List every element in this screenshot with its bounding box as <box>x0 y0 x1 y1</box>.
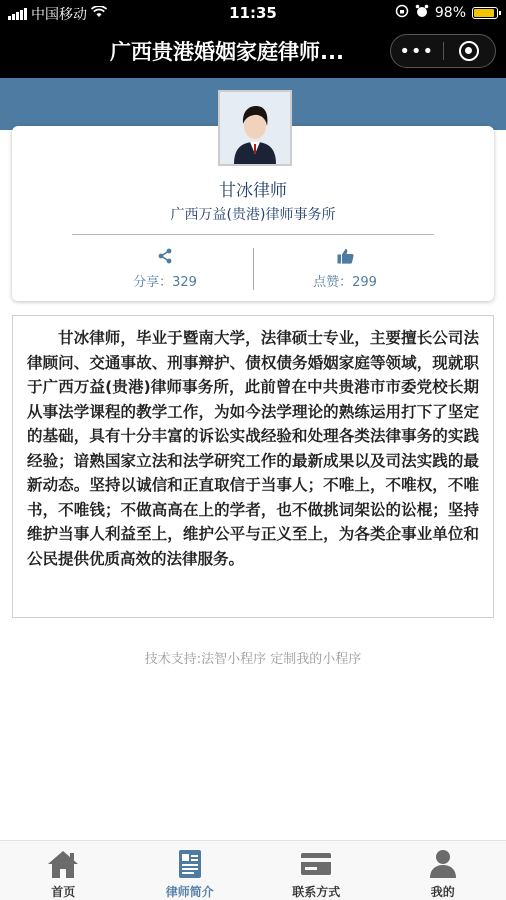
lawyer-name: 甘冰律师 <box>219 181 287 201</box>
share-icon <box>85 248 245 266</box>
carrier-label: 中国移动 <box>31 7 87 23</box>
profile-divider <box>72 234 434 235</box>
tab-home-label: 首页 <box>51 885 76 899</box>
rotation-lock-icon <box>395 4 409 22</box>
bio-text: 甘冰律师，毕业于暨南大学，法律硕士专业，主要擅长公司法律顾问、交通事故、刑事辩护、债权债务婚姻家庭等领域，现就职于广西万益(贵港)律师事务所，此前曾在中共贵港市市委党校长期从事法学课程的教学工作，为如今法学理论的熟练运用打下了坚定的基础，具有十分丰富的诉讼实战经验和处理各类法律事务的实践经验；谙熟国家立法和法学研究工作的最新成果以及司法实践的最新动态。坚持以诚信和正直取信于当事人；不唯上，不唯权，不唯书，不唯钱；不做高高在上的学者，也不做挑词架讼的讼棍；坚持维护当事人利益至上，维护公平与正义至上，为各类企事业单位和公民提供优质高效的法律服务。 <box>27 329 479 568</box>
profile-doc-icon <box>177 849 203 879</box>
home-icon <box>46 849 80 879</box>
battery-icon <box>472 7 498 19</box>
share-count: 分享：329 <box>133 275 197 290</box>
stat-divider <box>253 248 254 290</box>
card-icon <box>300 849 332 879</box>
status-bar <box>0 0 506 26</box>
title-bar <box>0 26 506 78</box>
thumbs-up-icon <box>265 248 425 266</box>
tab-contact[interactable] <box>253 841 380 900</box>
close-button[interactable] <box>444 41 496 61</box>
alarm-icon <box>415 4 429 22</box>
tab-mine[interactable] <box>380 841 506 900</box>
tab-mine-label: 我的 <box>430 885 455 899</box>
bio-panel <box>12 315 494 618</box>
tab-home[interactable] <box>0 841 127 900</box>
close-icon <box>459 41 479 61</box>
battery-percent: 98% <box>434 5 466 21</box>
more-button[interactable]: ••• <box>399 40 435 62</box>
share-button[interactable] <box>85 248 245 290</box>
tab-lawyer-profile[interactable] <box>127 841 254 900</box>
like-count: 点赞：299 <box>313 275 377 290</box>
miniprogram-capsule <box>390 34 496 68</box>
page-title: 广西贵港婚姻家庭律师... <box>110 40 344 64</box>
tech-support-link[interactable]: 技术支持:法智小程序 定制我的小程序 <box>144 652 362 667</box>
user-icon <box>429 849 457 879</box>
tab-lawyer-profile-label: 律师简介 <box>165 885 214 899</box>
status-time: 11:35 <box>229 4 277 22</box>
lawyer-avatar <box>218 90 292 166</box>
law-firm-name: 广西万益(贵港)律师事务所 <box>170 207 336 223</box>
tab-contact-label: 联系方式 <box>292 885 341 899</box>
like-button[interactable] <box>265 248 425 290</box>
bottom-tab-bar <box>0 840 506 900</box>
